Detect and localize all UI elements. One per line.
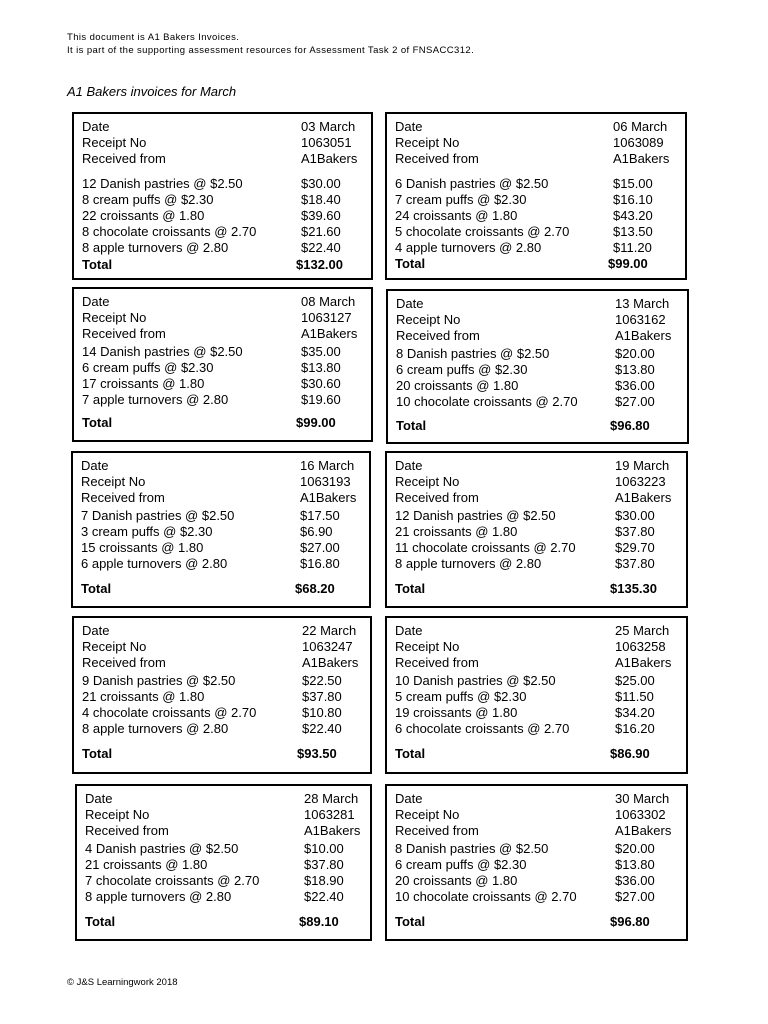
invoice-line-item-value: $37.80 [302, 689, 342, 704]
invoice-received-from-row-value: A1Bakers [301, 151, 358, 166]
invoice-card [71, 451, 371, 608]
invoice-line-item-value: $34.20 [615, 705, 655, 720]
invoice-line-item-label: 8 Danish pastries @ $2.50 [396, 346, 550, 361]
invoice-line-item-value: $20.00 [615, 841, 655, 856]
invoice-line-item-value: $13.80 [615, 362, 655, 377]
invoice-line-item-value: $11.50 [615, 689, 654, 704]
invoice-line-item-label: 6 chocolate croissants @ 2.70 [395, 721, 570, 736]
invoice-line-item-value: $30.00 [615, 508, 655, 523]
invoice-received-from-row-label: Received from [82, 326, 166, 341]
invoice-total-row-label: Total [81, 581, 112, 596]
invoice-line-item-value: $22.40 [304, 889, 344, 904]
invoice-card [385, 616, 688, 774]
invoice-card [385, 112, 687, 280]
invoice-date-row-label: Date [395, 119, 423, 134]
header-line-1: This document is A1 Bakers Invoices. [67, 32, 240, 43]
invoice-line-item-value: $11.20 [613, 240, 652, 255]
invoice-line-item-label: 6 apple turnovers @ 2.80 [81, 556, 228, 571]
invoice-line-item-value: $10.00 [304, 841, 344, 856]
invoice-received-from-row-value: A1Bakers [613, 151, 670, 166]
invoice-line-item-label: 8 apple turnovers @ 2.80 [85, 889, 232, 904]
invoice-received-from-row-value: A1Bakers [301, 326, 358, 341]
invoice-line-item-value: $13.80 [301, 360, 341, 375]
invoice-line-item-value: $30.00 [301, 176, 341, 191]
invoice-line-item-label: 15 croissants @ 1.80 [81, 540, 204, 555]
invoice-total-row-label: Total [82, 415, 113, 430]
invoice-line-item-label: 24 croissants @ 1.80 [395, 208, 518, 223]
invoice-line-item-value: $17.50 [300, 508, 340, 523]
invoice-line-item-value: $19.60 [301, 392, 341, 407]
invoice-receipt-row-label: Receipt No [82, 310, 147, 325]
invoice-date-row-value: 13 March [615, 296, 670, 311]
invoice-card [385, 784, 688, 941]
invoice-receipt-row-label: Receipt No [82, 135, 147, 150]
invoice-total-row-value: $132.00 [296, 257, 343, 272]
invoice-received-from-row-value: A1Bakers [300, 490, 357, 505]
invoice-card [385, 451, 688, 608]
document-header [67, 31, 474, 57]
invoice-received-from-row-value: A1Bakers [302, 655, 359, 670]
header-line-2: It is part of the supporting assessment resources for Assessment Task 2 of FNSACC312. [67, 45, 475, 56]
invoice-date-row-label: Date [82, 119, 110, 134]
invoice-date-row-label: Date [396, 296, 424, 311]
invoice-received-from-row-label: Received from [395, 151, 479, 166]
invoice-line-item-value: $13.80 [615, 857, 655, 872]
invoice-total-row-value: $99.00 [608, 256, 648, 271]
invoice-total-row-label: Total [396, 418, 427, 433]
invoice-received-from-row-label: Received from [82, 655, 166, 670]
invoice-card [75, 784, 372, 941]
invoice-line-item-value: $16.20 [615, 721, 655, 736]
invoice-line-item-label: 5 cream puffs @ $2.30 [395, 689, 527, 704]
invoice-line-item-label: 8 Danish pastries @ $2.50 [395, 841, 549, 856]
invoice-line-item-label: 8 apple turnovers @ 2.80 [82, 721, 229, 736]
page-subtitle: A1 Bakers invoices for March [67, 84, 237, 99]
invoice-line-item-value: $39.60 [301, 208, 341, 223]
invoice-line-item-label: 8 chocolate croissants @ 2.70 [82, 224, 257, 239]
invoice-receipt-row-label: Receipt No [395, 135, 460, 150]
invoice-line-item-label: 14 Danish pastries @ $2.50 [82, 344, 243, 359]
invoice-date-row-value: 30 March [615, 791, 670, 806]
invoice-receipt-row-label: Receipt No [395, 639, 460, 654]
invoice-date-row-value: 22 March [302, 623, 357, 638]
invoice-receipt-row-value: 1063089 [613, 135, 664, 150]
invoice-received-from-row-label: Received from [395, 490, 479, 505]
invoice-line-item-label: 7 Danish pastries @ $2.50 [81, 508, 235, 523]
invoice-line-item-label: 10 Danish pastries @ $2.50 [395, 673, 556, 688]
invoice-receipt-row-label: Receipt No [395, 474, 460, 489]
invoice-received-from-row-value: A1Bakers [615, 328, 672, 343]
invoice-line-item-label: 4 chocolate croissants @ 2.70 [82, 705, 257, 720]
invoice-line-item-value: $6.90 [300, 524, 333, 539]
invoice-line-item-label: 11 chocolate croissants @ 2.70 [395, 540, 576, 555]
invoice-line-item-label: 10 chocolate croissants @ 2.70 [395, 889, 577, 904]
invoice-total-row-value: $93.50 [297, 746, 337, 761]
invoice-line-item-value: $16.80 [300, 556, 340, 571]
invoice-line-item-label: 20 croissants @ 1.80 [396, 378, 519, 393]
invoice-date-row-value: 19 March [615, 458, 670, 473]
invoice-line-item-label: 4 apple turnovers @ 2.80 [395, 240, 542, 255]
invoice-line-item-value: $37.80 [615, 556, 655, 571]
invoice-receipt-row-label: Receipt No [82, 639, 147, 654]
invoice-receipt-row-value: 1063193 [300, 474, 351, 489]
invoice-line-item-value: $25.00 [615, 673, 655, 688]
invoice-date-row-label: Date [395, 791, 423, 806]
invoice-line-item-value: $16.10 [613, 192, 653, 207]
invoice-line-item-value: $37.80 [304, 857, 344, 872]
invoice-total-row-label: Total [82, 257, 113, 272]
invoice-date-row-value: 06 March [613, 119, 668, 134]
invoice-line-item-label: 17 croissants @ 1.80 [82, 376, 205, 391]
invoice-line-item-value: $22.50 [302, 673, 342, 688]
invoice-line-item-label: 7 chocolate croissants @ 2.70 [85, 873, 260, 888]
invoice-received-from-row-label: Received from [395, 823, 479, 838]
invoice-line-item-value: $36.00 [615, 873, 655, 888]
invoice-line-item-value: $36.00 [615, 378, 655, 393]
invoice-date-row-label: Date [82, 623, 110, 638]
invoice-line-item-label: 3 cream puffs @ $2.30 [81, 524, 213, 539]
invoice-received-from-row-label: Received from [85, 823, 169, 838]
invoice-date-row-value: 28 March [304, 791, 359, 806]
invoice-date-row-label: Date [395, 623, 423, 638]
invoice-total-row-value: $99.00 [296, 415, 336, 430]
invoice-line-item-label: 12 Danish pastries @ $2.50 [82, 176, 243, 191]
invoice-receipt-row-label: Receipt No [396, 312, 461, 327]
invoice-line-item-value: $43.20 [613, 208, 653, 223]
invoice-receipt-row-value: 1063247 [302, 639, 353, 654]
invoice-line-item-label: 19 croissants @ 1.80 [395, 705, 518, 720]
invoice-total-row-label: Total [85, 914, 116, 929]
invoice-line-item-value: $29.70 [615, 540, 655, 555]
invoice-line-item-label: 21 croissants @ 1.80 [395, 524, 518, 539]
invoice-receipt-row-value: 1063302 [615, 807, 666, 822]
invoice-date-row-label: Date [395, 458, 423, 473]
invoice-total-row-value: $96.80 [610, 914, 650, 929]
invoice-line-item-value: $35.00 [301, 344, 341, 359]
invoice-line-item-label: 8 apple turnovers @ 2.80 [82, 240, 229, 255]
invoice-receipt-row-label: Receipt No [81, 474, 146, 489]
invoice-receipt-row-value: 1063162 [615, 312, 666, 327]
invoice-date-row-value: 25 March [615, 623, 670, 638]
invoice-card [72, 616, 372, 774]
invoice-date-row-label: Date [82, 294, 110, 309]
invoice-line-item-value: $30.60 [301, 376, 341, 391]
invoice-line-item-value: $15.00 [613, 176, 653, 191]
invoice-card [72, 287, 373, 442]
invoice-card [386, 289, 689, 444]
invoice-line-item-label: 21 croissants @ 1.80 [82, 689, 205, 704]
invoice-card [72, 112, 373, 280]
invoice-line-item-label: 6 cream puffs @ $2.30 [395, 857, 527, 872]
invoice-line-item-value: $37.80 [615, 524, 655, 539]
invoice-line-item-label: 7 cream puffs @ $2.30 [395, 192, 527, 207]
invoice-date-row-label: Date [81, 458, 109, 473]
invoice-line-item-label: 9 Danish pastries @ $2.50 [82, 673, 236, 688]
invoice-total-row-value: $68.20 [295, 581, 335, 596]
invoice-line-item-value: $18.90 [304, 873, 344, 888]
invoice-received-from-row-value: A1Bakers [615, 823, 672, 838]
invoice-line-item-value: $21.60 [301, 224, 341, 239]
invoice-date-row-value: 16 March [300, 458, 355, 473]
invoice-receipt-row-value: 1063051 [301, 135, 352, 150]
invoice-line-item-label: 6 cream puffs @ $2.30 [396, 362, 528, 377]
invoice-total-row-label: Total [395, 914, 426, 929]
invoice-line-item-label: 6 Danish pastries @ $2.50 [395, 176, 549, 191]
invoice-line-item-label: 21 croissants @ 1.80 [85, 857, 208, 872]
invoice-total-row-label: Total [82, 746, 113, 761]
invoice-date-row-value: 08 March [301, 294, 356, 309]
invoice-total-row-label: Total [395, 256, 426, 271]
invoice-line-item-value: $10.80 [302, 705, 342, 720]
invoice-received-from-row-label: Received from [396, 328, 480, 343]
invoice-receipt-row-value: 1063223 [615, 474, 666, 489]
invoice-receipt-row-value: 1063258 [615, 639, 666, 654]
invoice-line-item-label: 8 cream puffs @ $2.30 [82, 192, 214, 207]
invoice-total-row-label: Total [395, 746, 426, 761]
invoice-received-from-row-label: Received from [395, 655, 479, 670]
invoice-line-item-label: 6 cream puffs @ $2.30 [82, 360, 214, 375]
invoice-line-item-value: $13.50 [613, 224, 653, 239]
invoice-line-item-label: 12 Danish pastries @ $2.50 [395, 508, 556, 523]
invoice-received-from-row-label: Received from [81, 490, 165, 505]
invoice-line-item-label: 4 Danish pastries @ $2.50 [85, 841, 239, 856]
invoice-line-item-value: $18.40 [301, 192, 341, 207]
invoice-line-item-value: $22.40 [301, 240, 341, 255]
invoice-date-row-label: Date [85, 791, 113, 806]
invoice-line-item-value: $22.40 [302, 721, 342, 736]
invoice-total-row-value: $135.30 [610, 581, 657, 596]
invoice-line-item-value: $27.00 [615, 394, 655, 409]
invoice-line-item-value: $20.00 [615, 346, 655, 361]
invoice-line-item-value: $27.00 [615, 889, 655, 904]
invoice-receipt-row-label: Receipt No [395, 807, 460, 822]
invoice-line-item-label: 10 chocolate croissants @ 2.70 [396, 394, 578, 409]
invoice-total-row-label: Total [395, 581, 426, 596]
invoice-received-from-row-label: Received from [82, 151, 166, 166]
invoice-receipt-row-label: Receipt No [85, 807, 150, 822]
invoice-received-from-row-value: A1Bakers [304, 823, 361, 838]
invoice-line-item-value: $27.00 [300, 540, 340, 555]
invoice-total-row-value: $96.80 [610, 418, 650, 433]
invoice-line-item-label: 7 apple turnovers @ 2.80 [82, 392, 229, 407]
invoice-total-row-value: $86.90 [610, 746, 650, 761]
invoice-receipt-row-value: 1063281 [304, 807, 355, 822]
invoice-received-from-row-value: A1Bakers [615, 490, 672, 505]
invoice-line-item-label: 20 croissants @ 1.80 [395, 873, 518, 888]
invoice-line-item-label: 5 chocolate croissants @ 2.70 [395, 224, 570, 239]
copyright-footer: © J&S Learningwork 2018 [67, 977, 178, 988]
invoice-line-item-label: 22 croissants @ 1.80 [82, 208, 205, 223]
invoice-receipt-row-value: 1063127 [301, 310, 352, 325]
invoice-total-row-value: $89.10 [299, 914, 339, 929]
invoice-line-item-label: 8 apple turnovers @ 2.80 [395, 556, 542, 571]
invoice-received-from-row-value: A1Bakers [615, 655, 672, 670]
invoice-date-row-value: 03 March [301, 119, 356, 134]
